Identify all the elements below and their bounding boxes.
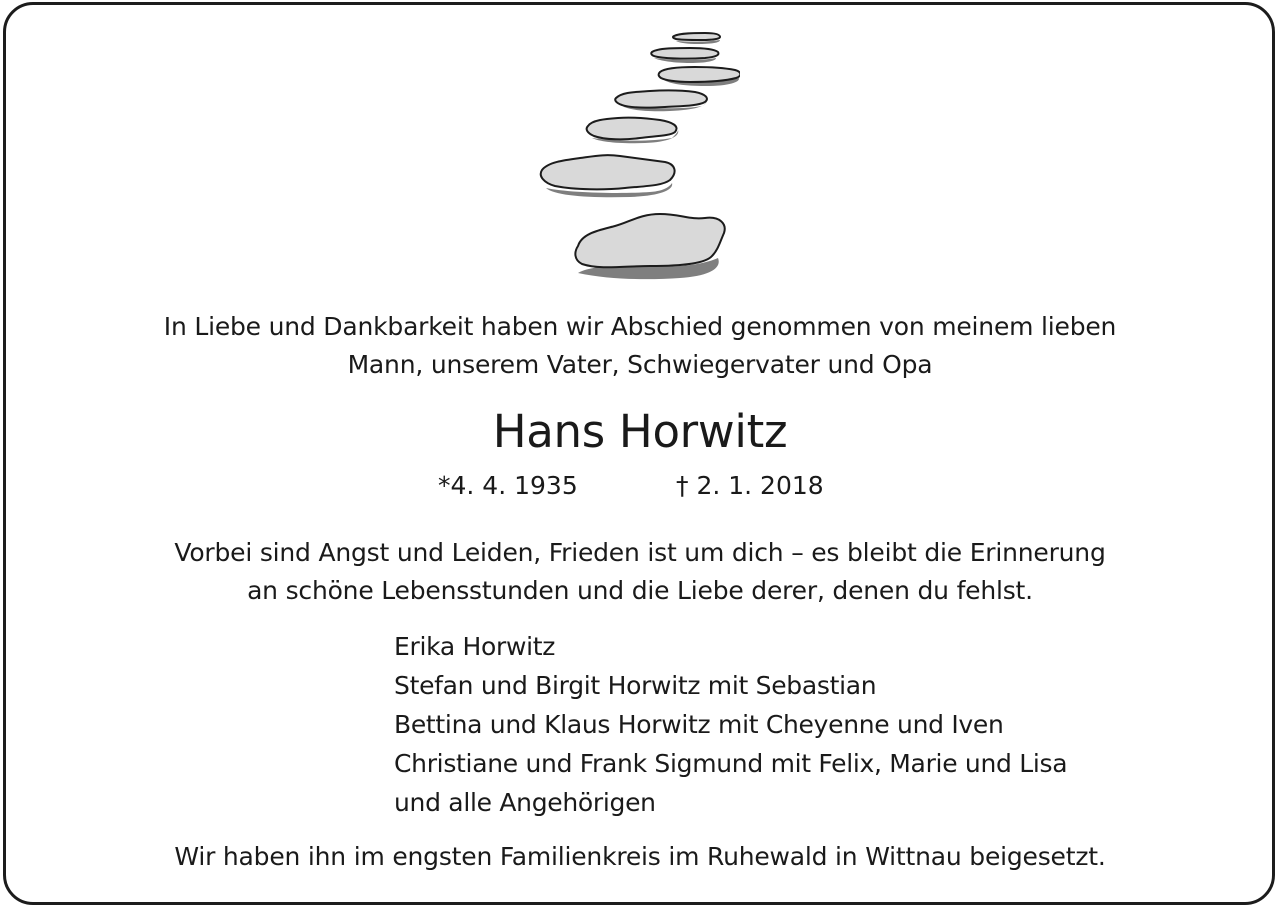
burial-note: Wir haben ihn im engsten Familienkreis im Ruhewald in Wittnau beigesetzt. bbox=[174, 842, 1106, 871]
mourners-list bbox=[394, 627, 1067, 822]
life-dates bbox=[0, 468, 1280, 504]
intro-line-1: In Liebe und Dankbarkeit haben wir Abschied genommen von meinem lieben bbox=[163, 312, 1117, 341]
mourner-entry: und alle Angehörigen bbox=[394, 788, 656, 817]
memorial-verse bbox=[0, 534, 1280, 610]
verse-line-2: an schöne Lebensstunden und die Liebe derer, denen du fehlst. bbox=[247, 576, 1033, 605]
intro-line-2: Mann, unserem Vater, Schwiegervater und Opa bbox=[347, 350, 933, 379]
death-date: † 2. 1. 2018 bbox=[676, 471, 824, 500]
mourner-entry: Stefan und Birgit Horwitz mit Sebastian bbox=[394, 671, 877, 700]
intro-text bbox=[0, 308, 1280, 384]
verse-line-1: Vorbei sind Angst und Leiden, Frieden ist um dich – es bleibt die Erinnerung bbox=[174, 538, 1106, 567]
mourner-entry: Bettina und Klaus Horwitz mit Cheyenne und Iven bbox=[394, 710, 1004, 739]
mourner-entry: Christiane und Frank Sigmund mit Felix, Marie und Lisa bbox=[394, 749, 1068, 778]
birth-date: *4. 4. 1935 bbox=[438, 471, 578, 500]
stepping-stones-illustration bbox=[530, 28, 740, 288]
mourner-entry: Erika Horwitz bbox=[394, 632, 556, 661]
deceased-name: Hans Horwitz bbox=[492, 405, 788, 458]
